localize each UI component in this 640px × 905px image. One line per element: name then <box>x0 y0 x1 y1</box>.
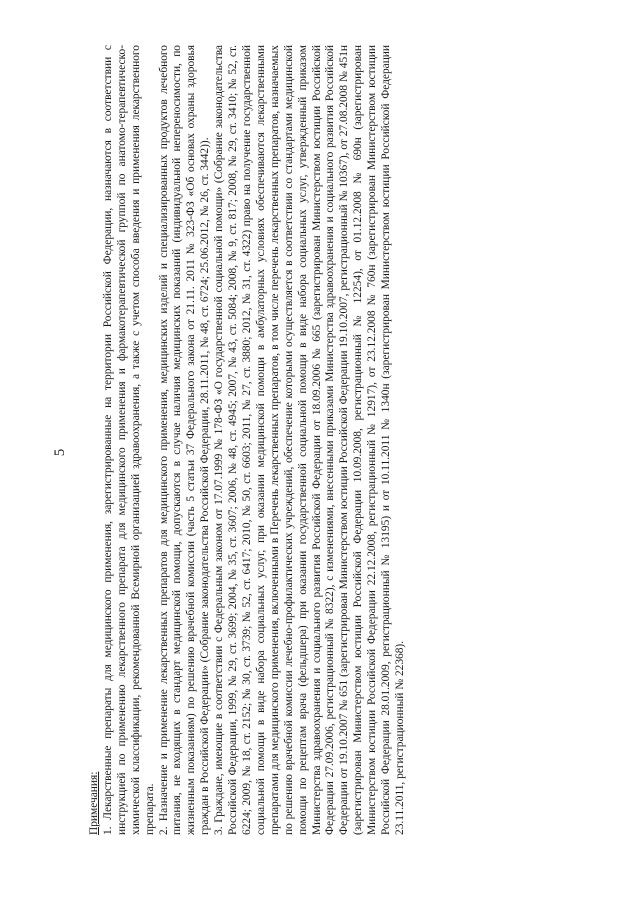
notes-section <box>88 45 408 835</box>
notes-heading: Примечания: <box>88 771 100 835</box>
note-paragraph-2: 2. Назначение и применение лекарственных препаратов для медицинского применения, медицинских изделий и специализированных продуктов лечебного питания, не входящих в стандарт медицинской помощи, допускаются в случае наличия медицинских показаний (индивидуальной непереносимости, по жизненным показаниям) по решению врачебной комиссии (часть 5 статьи 37 Федерального закона от 21.11. 2011 № 323-ФЗ «Об основах охраны здоровья граждан в Российской Федерации» (Собрание законодательства Российской Федерации, 28.11.2011, № 48, ст. 6724; 25.06.2012, № 26, ст. 3442)). <box>157 45 212 835</box>
note-paragraph-1: 1. Лекарственные препараты для медицинского применения, зарегистрированные на территории Российской Федерации, назначаются в соответствии с инструкцией по применению лекарственного препарата для медицинского применения и фармакотерапевтической группой по анатомо-терапевтическо-химической классификации, рекомендованной Всемирной организацией здравоохранения, а также с учетом способа введения и применения лекарственного препарата. <box>101 45 156 835</box>
note-paragraph-3: 3. Граждане, имеющие в соответствии с Федеральным законом от 17.07.1999 № 178-ФЗ «О государственной социальной помощи» (Собрание законодательства Российской Федерации, 1999, № 29, ст. 3699; 2004, № 35, ст. 3607; 2006, № 48, ст. 4945; 2007, № 43, ст. 5084; 2008, № 9, ст. 817; 2008, № 29, ст. 3410; № 52, ст. 6224; 2009, № 18, ст. 2152; № 30, ст. 3739; № 52, ст. 6417; 2010, № 50, ст. 6603; 2011, № 27, ст. 3880; 2012, № 31, ст. 4322) право на получение государственной социальной помощи в виде набора социальных услуг, при оказании медицинской помощи в амбулаторных условиях обеспечиваются лекарственными препаратами для медицинского применения, включенными в Перечень лекарственных препаратов, в том числе перечень лекарственных препаратов, назначаемых по решению врачебной комиссии лечебно-профилактических учреждений, обеспечение которыми осуществляется в соответствии со стандартами медицинской помощи по рецептам врача (фельдшера) при оказании государственной социальной помощи в виде набора социальных услуг, утвержденный приказом Министерства здравоохранения и социального развития Российской Федерации от 18.09.2006 № 665 (зарегистрирован Министерством юстиции Российской Федерации 27.09.2006, регистрационный № 8322), с изменениями, внесенными приказами Министерства здравоохранения и социального развития Российской Федерации от 19.10.2007 № 651 (зарегистрирован Министерством юстиции Российской Федерации 19.10.2007, регистрационный № 10367), от 27.08.2008 № 451н (зарегистрирован Министерством юстиции Российской Федерации 10.09.2008, регистрационный № 12254), от 01.12.2008 № 690н (зарегистрирован Министерством юстиции Российской Федерации 22.12.2008, регистрационный № 12917), от 23.12.2008 № 760н (зарегистрирован Министерством юстиции Российской Федерации 28.01.2009, регистрационный № 13195) и от 10.11.2011 № 1340н (зарегистрирован Министерством юстиции Российской Федерации 23.11.2011, регистрационный № 22368). <box>213 45 406 835</box>
page-number: 5 <box>52 448 68 457</box>
